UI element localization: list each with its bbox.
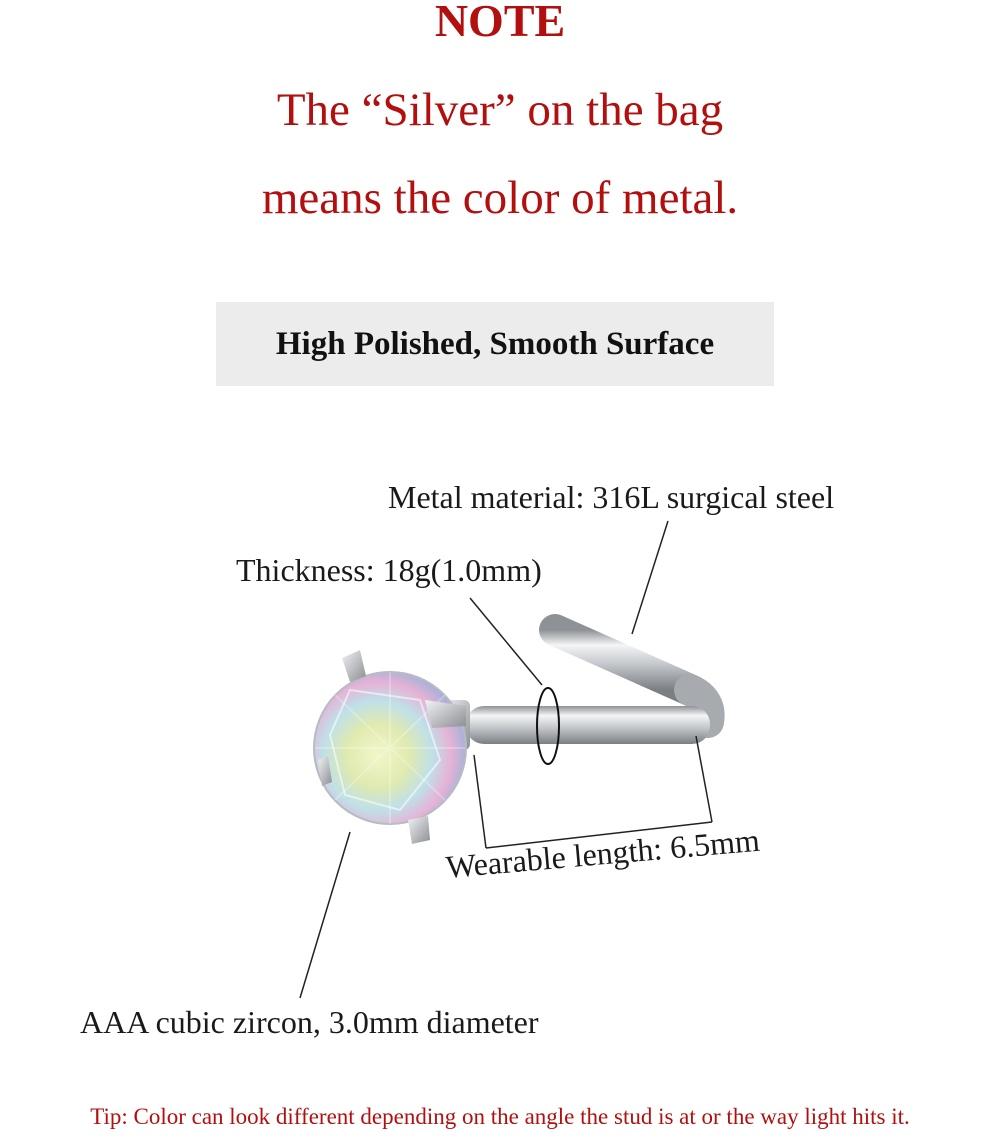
feature-banner-text: High Polished, Smooth Surface xyxy=(275,325,715,362)
note-title: NOTE xyxy=(434,0,566,46)
note-line-1: The “Silver” on the bag xyxy=(276,84,724,136)
zircon-label: AAA cubic zircon, 3.0mm diameter xyxy=(80,1004,539,1040)
wearable-length-label: Wearable length: 6.5mm xyxy=(444,821,762,885)
metal-callout-line xyxy=(632,521,668,634)
thickness-label: Thickness: 18g(1.0mm) xyxy=(236,552,542,588)
zircon-callout-line xyxy=(300,832,350,998)
gem-setting xyxy=(314,650,470,844)
tip-text: Tip: Color can look different depending on the angle the stud is at or the way light hits it. xyxy=(90,1104,910,1129)
stud-stem xyxy=(466,706,710,744)
metal-material-label: Metal material: 316L surgical steel xyxy=(388,479,835,515)
thickness-callout-line xyxy=(470,598,542,685)
note-line-2: means the color of metal. xyxy=(261,172,739,224)
